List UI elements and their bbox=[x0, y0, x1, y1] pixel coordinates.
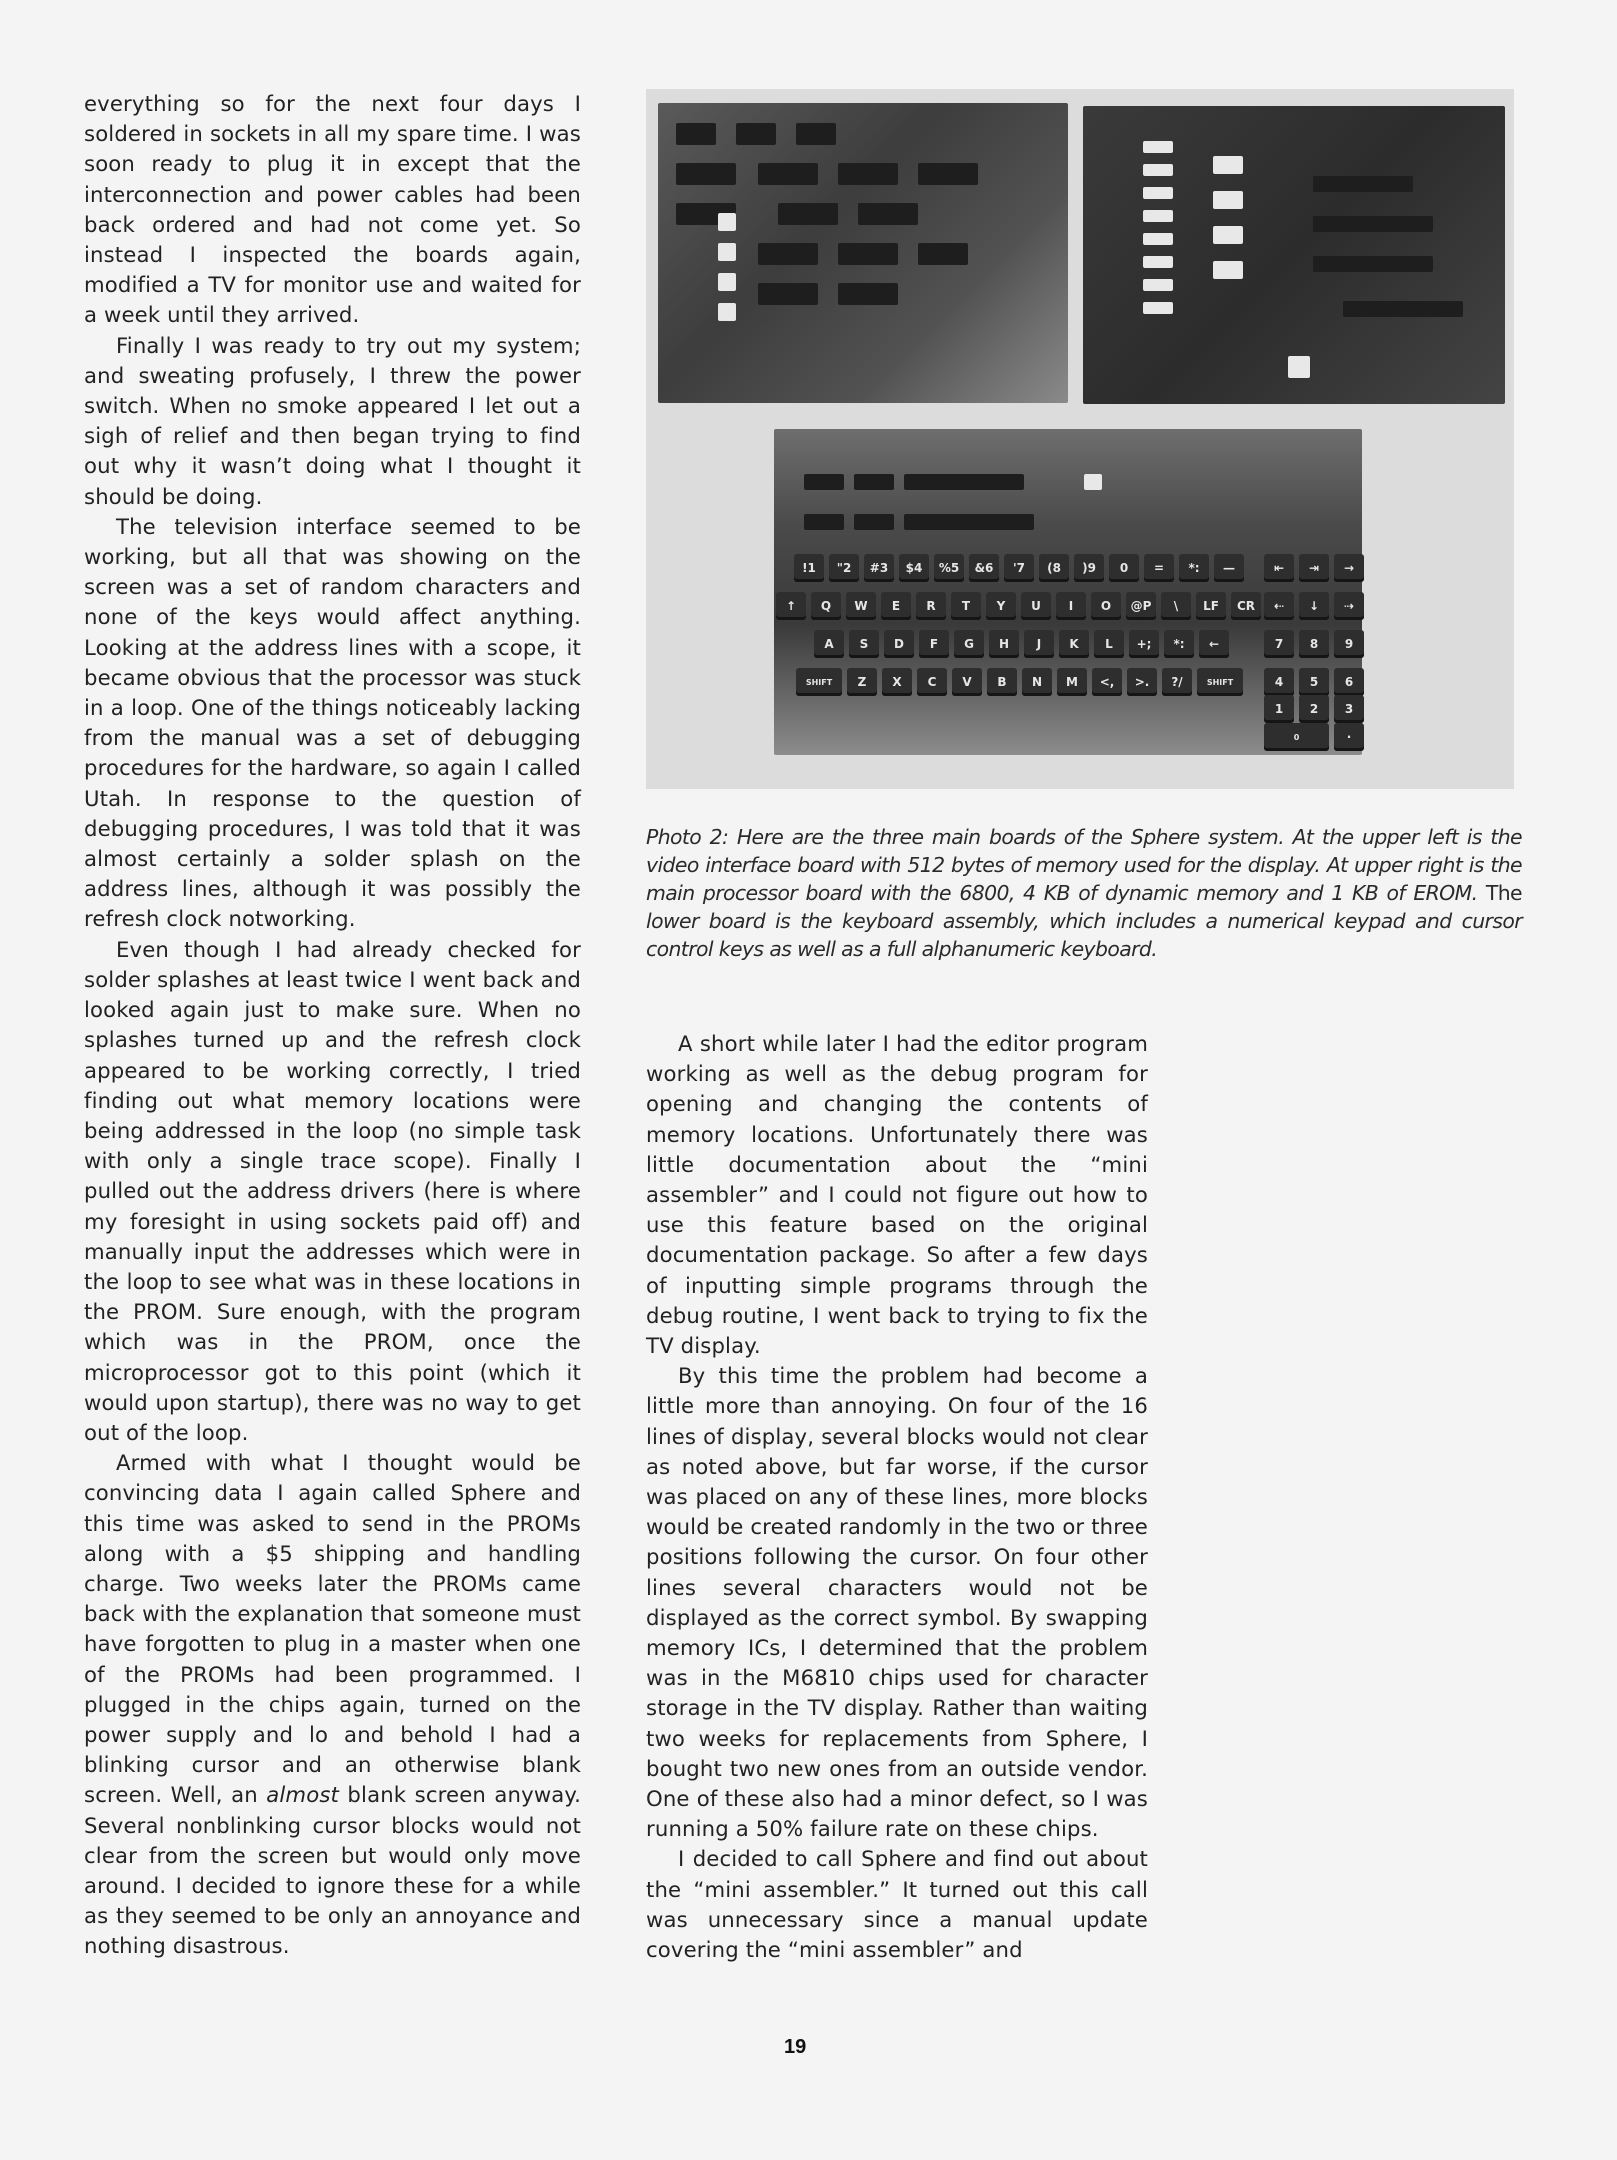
key: <, bbox=[1092, 668, 1122, 696]
key: $4 bbox=[899, 554, 929, 582]
key: I bbox=[1056, 592, 1086, 620]
key: W bbox=[846, 592, 876, 620]
key: T bbox=[951, 592, 981, 620]
keyboard-assembly-board bbox=[774, 429, 1362, 755]
key: = bbox=[1144, 554, 1174, 582]
chip bbox=[904, 514, 1034, 530]
key: R bbox=[916, 592, 946, 620]
keypad-row bbox=[1264, 630, 1364, 658]
key: G bbox=[954, 630, 984, 658]
photo-caption bbox=[646, 823, 1522, 963]
keyboard-row-numbers bbox=[794, 554, 1244, 582]
paragraph: By this time the problem had become a little more than annoying. On four of the 16 lines of display, several blocks would not clear as noted above, but far worse, if the cursor was placed on any of these lines, more blocks would be created randomly in the two or three positions following the cursor. On four other lines several characters would not be displayed as the correct symbol. By swapping memory ICs, I determined that the problem was in the M6810 chips used for character storage in the TV display. Rather than waiting two weeks for replacements from Sphere, I bought two new ones from an outside vendor. One of these also had a minor defect, so I was running a 50% failure rate on these chips. bbox=[646, 1363, 1148, 1842]
key: CR bbox=[1231, 592, 1261, 620]
key: #3 bbox=[864, 554, 894, 582]
key: "2 bbox=[829, 554, 859, 582]
key: L bbox=[1094, 630, 1124, 658]
memory-chip bbox=[1143, 256, 1173, 268]
keypad-row bbox=[1264, 554, 1364, 582]
key: *: bbox=[1179, 554, 1209, 582]
memory-chip bbox=[1143, 210, 1173, 222]
key: 5 bbox=[1299, 668, 1329, 696]
key: K bbox=[1059, 630, 1089, 658]
page-number: 19 bbox=[784, 2036, 807, 2058]
chip bbox=[1313, 176, 1413, 192]
main-processor-board bbox=[1083, 106, 1505, 404]
text-run: Armed with what I thought would be convincing data I again called Sphere and this time was asked to send in the PROMs along with a $5 shipping and handling charge. Two weeks later the PROMs came back with the explanation that someone must have forgotten to plug in a master when one of the PROMs had been programmed. I plugged in the chips again, turned on the power supply and lo and behold I had a blinking cursor and an otherwise blank screen. Well, an bbox=[84, 1450, 581, 1808]
memory-chip bbox=[1143, 141, 1173, 153]
key: \ bbox=[1161, 592, 1191, 620]
paragraph: Even though I had already checked for solder splashes at least twice I went back and looked again just to make sure. When no splashes turned up and the refresh clock appeared to be working correctly, I tried finding out what memory locations were being addressed in the loop (no simple task with only a single trace scope). Finally I pulled out the address drivers (here is where my foresight in using sockets paid off) and manually input the addresses which were in the loop to see what was in these locations in the PROM. Sure enough, with the program which was in the PROM, once the microprocessor got to this point (which it would upon startup), there was no way to get out of the loop. bbox=[84, 936, 581, 1445]
key: 0 bbox=[1264, 723, 1329, 751]
chip bbox=[736, 123, 776, 145]
erom-chip bbox=[1213, 191, 1243, 209]
chip bbox=[854, 474, 894, 490]
key: !1 bbox=[794, 554, 824, 582]
keypad-row bbox=[1264, 723, 1364, 751]
chip bbox=[676, 163, 736, 185]
text-run: blank screen anyway. Several nonblinking cursor blocks would not clear from the screen but would only move around. I decided to ignore these for a while as they seemed to be only an annoyance and nothing disastrous. bbox=[84, 1782, 581, 1959]
key: ↑ bbox=[776, 592, 806, 620]
key: S bbox=[849, 630, 879, 658]
paragraph bbox=[84, 1448, 581, 1961]
key: '7 bbox=[1004, 554, 1034, 582]
photo-sphere-boards bbox=[646, 89, 1514, 789]
right-text-column bbox=[646, 1029, 1148, 1965]
key: Z bbox=[847, 668, 877, 696]
key: @P bbox=[1126, 592, 1156, 620]
key: ← bbox=[1199, 630, 1229, 658]
chip bbox=[804, 514, 844, 530]
prom-chip bbox=[718, 243, 736, 261]
chip bbox=[904, 474, 1024, 490]
chip bbox=[918, 163, 978, 185]
paragraph: I decided to call Sphere and find out about the “mini assembler.” It turned out this call was unnecessary since a manual update covering the “mini assembler” and bbox=[646, 1846, 1148, 1963]
key: M bbox=[1057, 668, 1087, 696]
erom-chip bbox=[1213, 156, 1243, 174]
caption-text: Photo 2: Here are the three main boards of the Sphere system. At the upper left is the video interface board with 512 bytes of memory used for the display. At upper right is the main processor board with the 6800, 4 KB of dynamic memory and 1 KB of EROM. bbox=[646, 825, 1522, 905]
key: ⇤ bbox=[1264, 554, 1294, 582]
key: C bbox=[917, 668, 947, 696]
memory-chip bbox=[1143, 302, 1173, 314]
chip bbox=[838, 243, 898, 265]
key: ⇢ bbox=[1334, 592, 1364, 620]
key: 2 bbox=[1299, 695, 1329, 723]
key: 4 bbox=[1264, 668, 1294, 696]
key: ↓ bbox=[1299, 592, 1329, 620]
chip bbox=[758, 163, 818, 185]
chip bbox=[804, 474, 844, 490]
paragraph: A short while later I had the editor program working as well as the debug program for opening and changing the contents of memory locations. Unfortunately there was little documentation about the “mini assembler” and I could not figure out how to use this feature based on the original documentation package. So after a few days of inputting simple programs through the debug routine, I went back to trying to fix the TV display. bbox=[646, 1031, 1148, 1359]
key: → bbox=[1334, 554, 1364, 582]
key: 3 bbox=[1334, 695, 1364, 723]
key: 1 bbox=[1264, 695, 1294, 723]
chip bbox=[1084, 474, 1102, 490]
keyboard-row-qwerty bbox=[776, 592, 1261, 620]
keypad-row bbox=[1264, 668, 1364, 696]
key: V bbox=[952, 668, 982, 696]
key: 9 bbox=[1334, 630, 1364, 658]
chip bbox=[778, 203, 838, 225]
key: F bbox=[919, 630, 949, 658]
chip bbox=[854, 514, 894, 530]
key: Q bbox=[811, 592, 841, 620]
key: 8 bbox=[1299, 630, 1329, 658]
prom-chip bbox=[718, 213, 736, 231]
key: ?/ bbox=[1162, 668, 1192, 696]
emphasis-text: almost bbox=[266, 1782, 339, 1808]
memory-chip bbox=[1143, 164, 1173, 176]
key-shift: SHIFT bbox=[1197, 668, 1243, 696]
chip bbox=[858, 203, 918, 225]
key: +; bbox=[1129, 630, 1159, 658]
key: N bbox=[1022, 668, 1052, 696]
key: 7 bbox=[1264, 630, 1294, 658]
cpu-6800-chip bbox=[1288, 356, 1310, 378]
paragraph: everything so for the next four days I soldered in sockets in all my spare time. I was soon ready to plug it in except that the interconnection and power cables had been back ordered and had not come yet. So instead I inspected the boards again, modified a TV for monitor use and waited for a week until they arrived. bbox=[84, 91, 581, 328]
key: 6 bbox=[1334, 668, 1364, 696]
key: U bbox=[1021, 592, 1051, 620]
chip bbox=[1343, 301, 1463, 317]
key: A bbox=[814, 630, 844, 658]
key: *: bbox=[1164, 630, 1194, 658]
paragraph: The television interface seemed to be working, but all that was showing on the screen was a set of random characters and none of the keys would affect anything. Looking at the address lines with a scope, it became obvious that the processor was stuck in a loop. One of the things noticeably lacking from the manual was a set of debugging procedures for the hardware, so again I called Utah. In response to the question of debugging procedures, I was told that it was almost certainly a solder splash on the address lines, although it was possibly the refresh clock notworking. bbox=[84, 513, 581, 932]
memory-chip bbox=[1143, 279, 1173, 291]
prom-chip bbox=[718, 303, 736, 321]
key: B bbox=[987, 668, 1017, 696]
key: ⇥ bbox=[1299, 554, 1329, 582]
keypad-row bbox=[1264, 592, 1364, 620]
key: H bbox=[989, 630, 1019, 658]
key: — bbox=[1214, 554, 1244, 582]
chip bbox=[918, 243, 968, 265]
chip bbox=[676, 123, 716, 145]
key: %5 bbox=[934, 554, 964, 582]
key: (8 bbox=[1039, 554, 1069, 582]
key: &6 bbox=[969, 554, 999, 582]
prom-chip bbox=[718, 273, 736, 291]
chip bbox=[838, 163, 898, 185]
keyboard-row-asdf bbox=[814, 630, 1229, 658]
chip bbox=[838, 283, 898, 305]
key: J bbox=[1024, 630, 1054, 658]
key: O bbox=[1091, 592, 1121, 620]
paragraph: Finally I was ready to try out my system; and sweating profusely, I threw the power switch. When no smoke appeared I let out a sigh of relief and then began trying to find out why it wasn’t doing what I thought it should be doing. bbox=[84, 332, 581, 509]
chip bbox=[796, 123, 836, 145]
chip bbox=[1313, 256, 1433, 272]
chip bbox=[758, 243, 818, 265]
chip bbox=[1313, 216, 1433, 232]
key: E bbox=[881, 592, 911, 620]
caption-emphasis: The bbox=[1485, 881, 1522, 905]
keyboard-row-zxcv bbox=[796, 668, 1243, 696]
chip bbox=[758, 283, 818, 305]
key: D bbox=[884, 630, 914, 658]
key: 0 bbox=[1109, 554, 1139, 582]
memory-chip bbox=[1143, 233, 1173, 245]
key: >. bbox=[1127, 668, 1157, 696]
key: · bbox=[1334, 723, 1364, 751]
erom-chip bbox=[1213, 226, 1243, 244]
erom-chip bbox=[1213, 261, 1243, 279]
caption-text: lower board is the keyboard assembly, which includes a numerical keypad and cursor control keys as well as a full alphanumeric keyboard. bbox=[646, 909, 1522, 961]
key: X bbox=[882, 668, 912, 696]
video-interface-board bbox=[658, 103, 1068, 403]
key: )9 bbox=[1074, 554, 1104, 582]
key-shift: SHIFT bbox=[796, 668, 842, 696]
keypad-row bbox=[1264, 695, 1364, 723]
memory-chip bbox=[1143, 187, 1173, 199]
left-text-column bbox=[84, 89, 581, 1962]
key: Y bbox=[986, 592, 1016, 620]
key: LF bbox=[1196, 592, 1226, 620]
key: ⇠ bbox=[1264, 592, 1294, 620]
